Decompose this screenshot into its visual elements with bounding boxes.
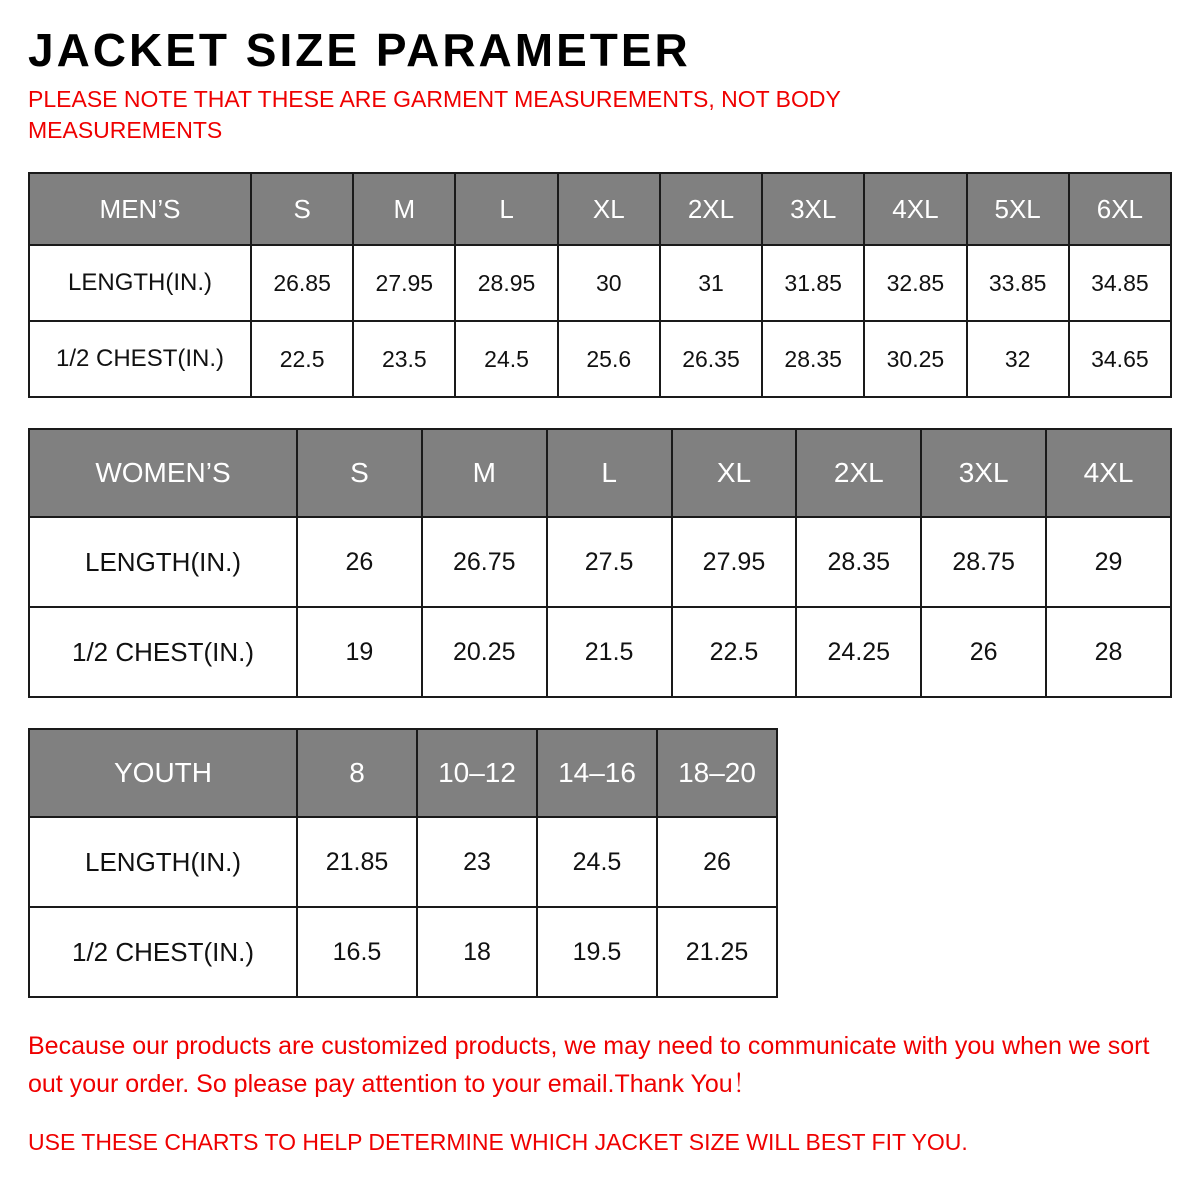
cell-value: 26 bbox=[297, 517, 422, 607]
cell-value: 22.5 bbox=[672, 607, 797, 697]
mens-table-label: MEN’S bbox=[29, 173, 251, 245]
cell-value: 21.25 bbox=[657, 907, 777, 997]
cell-value: 24.25 bbox=[796, 607, 921, 697]
cell-value: 27.5 bbox=[547, 517, 672, 607]
mens-size-header: 5XL bbox=[967, 173, 1069, 245]
table-row bbox=[29, 517, 1171, 607]
cell-value: 28 bbox=[1046, 607, 1171, 697]
womens-size-header: 2XL bbox=[796, 429, 921, 517]
cell-value: 24.5 bbox=[537, 817, 657, 907]
cell-value: 32.85 bbox=[864, 245, 966, 321]
cell-value: 19 bbox=[297, 607, 422, 697]
cell-value: 30.25 bbox=[864, 321, 966, 397]
mens-size-header: L bbox=[455, 173, 557, 245]
cell-value: 33.85 bbox=[967, 245, 1069, 321]
table-header-row bbox=[29, 173, 1171, 245]
cell-value: 28.75 bbox=[921, 517, 1046, 607]
womens-size-header: 4XL bbox=[1046, 429, 1171, 517]
youth-table-label: YOUTH bbox=[29, 729, 297, 817]
youth-size-header: 14–16 bbox=[537, 729, 657, 817]
cell-value: 25.6 bbox=[558, 321, 660, 397]
mens-size-header: XL bbox=[558, 173, 660, 245]
cell-value: 24.5 bbox=[455, 321, 557, 397]
mens-size-header: 3XL bbox=[762, 173, 864, 245]
cell-value: 26.85 bbox=[251, 245, 353, 321]
customization-note: Because our products are customized products, we may need to communicate with you when we sort out your order. So please pay attention to your email.Thank You！ bbox=[28, 1032, 1150, 1098]
row-label: 1/2 CHEST(IN.) bbox=[29, 907, 297, 997]
womens-size-header: L bbox=[547, 429, 672, 517]
cell-value: 34.85 bbox=[1069, 245, 1171, 321]
womens-size-table bbox=[28, 428, 1172, 698]
youth-size-header: 8 bbox=[297, 729, 417, 817]
chart-usage-note: USE THESE CHARTS TO HELP DETERMINE WHICH JACKET SIZE WILL BEST FIT YOU. bbox=[28, 1129, 968, 1156]
cell-value: 27.95 bbox=[353, 245, 455, 321]
table-row bbox=[29, 245, 1171, 321]
page-title: JACKET SIZE PARAMETER bbox=[28, 24, 691, 76]
mens-size-header: 2XL bbox=[660, 173, 762, 245]
cell-value: 23.5 bbox=[353, 321, 455, 397]
cell-value: 31 bbox=[660, 245, 762, 321]
row-label: 1/2 CHEST(IN.) bbox=[29, 321, 251, 397]
cell-value: 28.35 bbox=[796, 517, 921, 607]
cell-value: 21.5 bbox=[547, 607, 672, 697]
cell-value: 21.85 bbox=[297, 817, 417, 907]
row-label: LENGTH(IN.) bbox=[29, 817, 297, 907]
table-row bbox=[29, 607, 1171, 697]
cell-value: 18 bbox=[417, 907, 537, 997]
cell-value: 26.75 bbox=[422, 517, 547, 607]
cell-value: 23 bbox=[417, 817, 537, 907]
youth-size-table bbox=[28, 728, 778, 998]
cell-value: 16.5 bbox=[297, 907, 417, 997]
cell-value: 19.5 bbox=[537, 907, 657, 997]
table-header-row bbox=[29, 429, 1171, 517]
cell-value: 26.35 bbox=[660, 321, 762, 397]
youth-size-header: 18–20 bbox=[657, 729, 777, 817]
womens-size-header: M bbox=[422, 429, 547, 517]
row-label: 1/2 CHEST(IN.) bbox=[29, 607, 297, 697]
cell-value: 26 bbox=[657, 817, 777, 907]
womens-size-header: 3XL bbox=[921, 429, 1046, 517]
womens-table-label: WOMEN’S bbox=[29, 429, 297, 517]
cell-value: 34.65 bbox=[1069, 321, 1171, 397]
cell-value: 20.25 bbox=[422, 607, 547, 697]
row-label: LENGTH(IN.) bbox=[29, 517, 297, 607]
mens-size-table bbox=[28, 172, 1172, 398]
cell-value: 32 bbox=[967, 321, 1069, 397]
youth-size-header: 10–12 bbox=[417, 729, 537, 817]
womens-size-header: XL bbox=[672, 429, 797, 517]
cell-value: 26 bbox=[921, 607, 1046, 697]
mens-size-header: S bbox=[251, 173, 353, 245]
row-label: LENGTH(IN.) bbox=[29, 245, 251, 321]
table-row bbox=[29, 817, 777, 907]
cell-value: 28.35 bbox=[762, 321, 864, 397]
cell-value: 28.95 bbox=[455, 245, 557, 321]
garment-measurement-note: PLEASE NOTE THAT THESE ARE GARMENT MEASUREMENTS, NOT BODY MEASUREMENTS bbox=[28, 86, 841, 144]
cell-value: 30 bbox=[558, 245, 660, 321]
cell-value: 31.85 bbox=[762, 245, 864, 321]
cell-value: 27.95 bbox=[672, 517, 797, 607]
cell-value: 22.5 bbox=[251, 321, 353, 397]
table-row bbox=[29, 321, 1171, 397]
mens-size-header: 6XL bbox=[1069, 173, 1171, 245]
cell-value: 29 bbox=[1046, 517, 1171, 607]
womens-size-header: S bbox=[297, 429, 422, 517]
table-header-row bbox=[29, 729, 777, 817]
table-row bbox=[29, 907, 777, 997]
mens-size-header: 4XL bbox=[864, 173, 966, 245]
mens-size-header: M bbox=[353, 173, 455, 245]
